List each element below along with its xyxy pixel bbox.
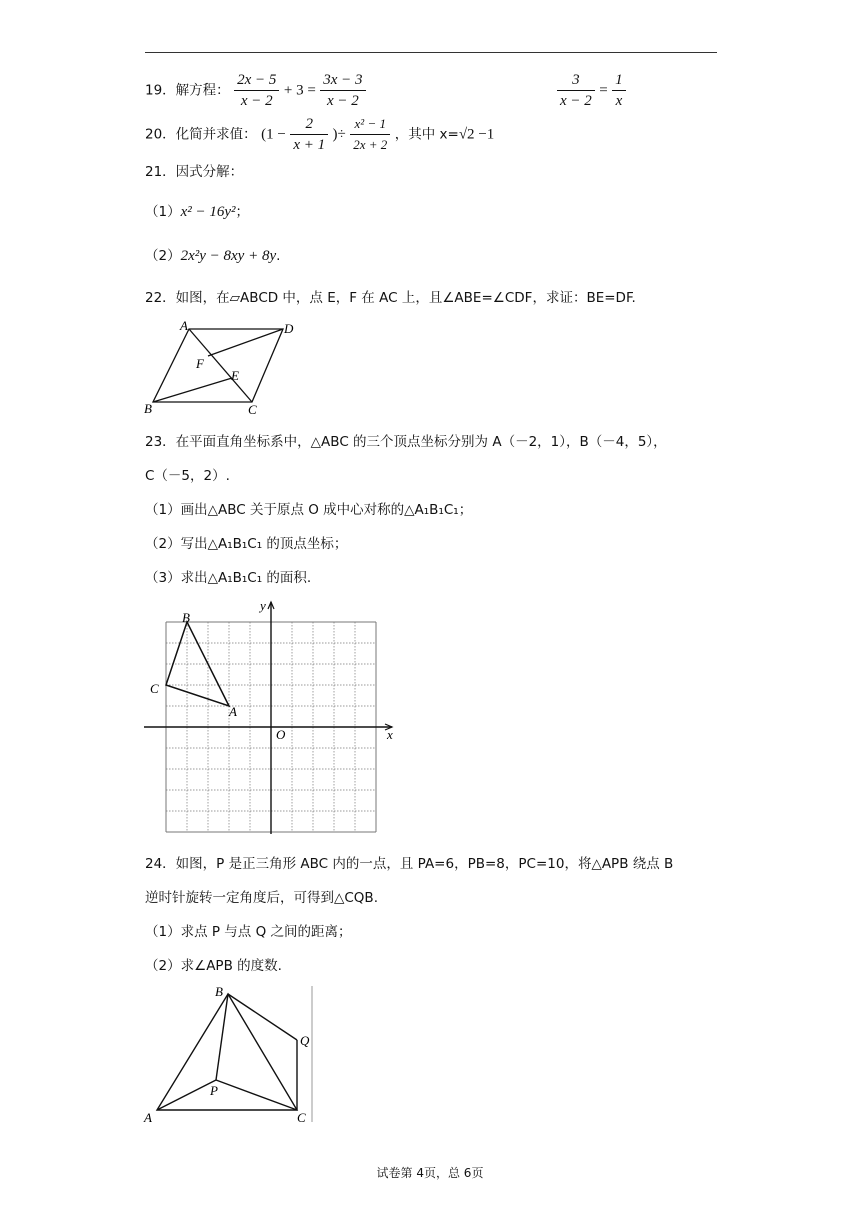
q23-coordinate-grid-figure	[140, 596, 400, 836]
q22-label-f: F	[196, 356, 204, 371]
question-22: 22．如图，在▱ABCD 中，点 E，F 在 AC 上，且∠ABE=∠CDF，求证：BE=DF.	[145, 290, 636, 306]
q23-label-a: A	[229, 704, 237, 719]
q23-part-1: （1）画出△ABC 关于原点 O 成中心对称的△A₁B₁C₁；	[145, 502, 473, 518]
q23-label-y: y	[260, 598, 266, 613]
q19-eq2-equals: =	[599, 82, 608, 99]
q22-label-d: D	[284, 321, 294, 336]
q21-part-2: （2）2x²y − 8xy + 8y.	[145, 248, 281, 264]
q21-part-1: （1）x² − 16y²；	[145, 204, 250, 220]
q24-equilateral-triangle-figure	[140, 982, 320, 1130]
q19-eq2-rhs-fraction: $\frac{1}{x}$	[612, 70, 626, 111]
q24-label-a: A	[144, 1110, 152, 1125]
q22-label-c: C	[248, 402, 257, 417]
q20-fraction-2: $\frac{\text{x² − 1}}{2x + 2}$	[350, 114, 390, 155]
q19-label: 19．解方程：	[145, 82, 230, 99]
q20-sqrt: √2	[458, 126, 475, 143]
q22-label-e: E	[231, 368, 239, 383]
question-20: 20．化简并求值： (1 − $\frac{2}{x + 1}$ )÷ $\frac{\text{x² − 1}}{2x + 2}$ ，其中 x=√2 −1	[145, 116, 495, 153]
question-23-line2: C（－5，2）.	[145, 468, 230, 484]
q22-label-a: A	[180, 318, 188, 333]
q24-part-1: （1）求点 P 与点 Q 之间的距离；	[145, 924, 352, 940]
question-24-line2: 逆时针旋转一定角度后，可得到△CQB.	[145, 890, 378, 906]
question-19-eq2	[557, 70, 626, 111]
q24-label-p: P	[210, 1083, 218, 1098]
q24-label-c: C	[297, 1110, 306, 1125]
q20-label: 20．化简并求值：	[145, 126, 257, 143]
q23-label-c: C	[150, 681, 159, 696]
q19-eq1-lhs-fraction: $\frac{2x - 5}{x - 2}$	[234, 70, 279, 111]
q19-eq2-lhs-fraction: $\frac{3}{x - 2}$	[557, 70, 595, 111]
q23-part-3: （3）求出△A₁B₁C₁ 的面积.	[145, 570, 312, 586]
q23-part-2: （2）写出△A₁B₁C₁ 的顶点坐标；	[145, 536, 348, 552]
q24-label-q: Q	[300, 1033, 310, 1048]
question-21: 21．因式分解：	[145, 164, 244, 180]
q22-label-b: B	[144, 401, 152, 416]
question-19	[145, 70, 366, 111]
page-footer: 试卷第 4页，总 6页	[376, 1166, 484, 1180]
q22-parallelogram-figure	[140, 318, 310, 420]
question-24-line1: 24．如图，P 是正三角形 ABC 内的一点，且 PA=6，PB=8，PC=10，将△APB 绕点 B	[145, 856, 674, 872]
q23-label-o: O	[276, 727, 286, 742]
q24-part-2: （2）求∠APB 的度数.	[145, 958, 282, 974]
q23-label-x: x	[387, 727, 393, 742]
q19-eq1-plus: + 3 =	[283, 82, 316, 99]
q24-label-b: B	[215, 984, 223, 999]
q20-fraction-1: $\frac{2}{x + 1}$	[290, 114, 328, 155]
header-rule	[145, 52, 717, 53]
q19-eq1-rhs-fraction: $\frac{3x - 3}{x - 2}$	[320, 70, 365, 111]
q23-label-b: B	[182, 610, 190, 625]
question-23-line1: 23．在平面直角坐标系中，△ABC 的三个顶点坐标分别为 A（－2，1），B（－4，5），	[145, 434, 667, 450]
